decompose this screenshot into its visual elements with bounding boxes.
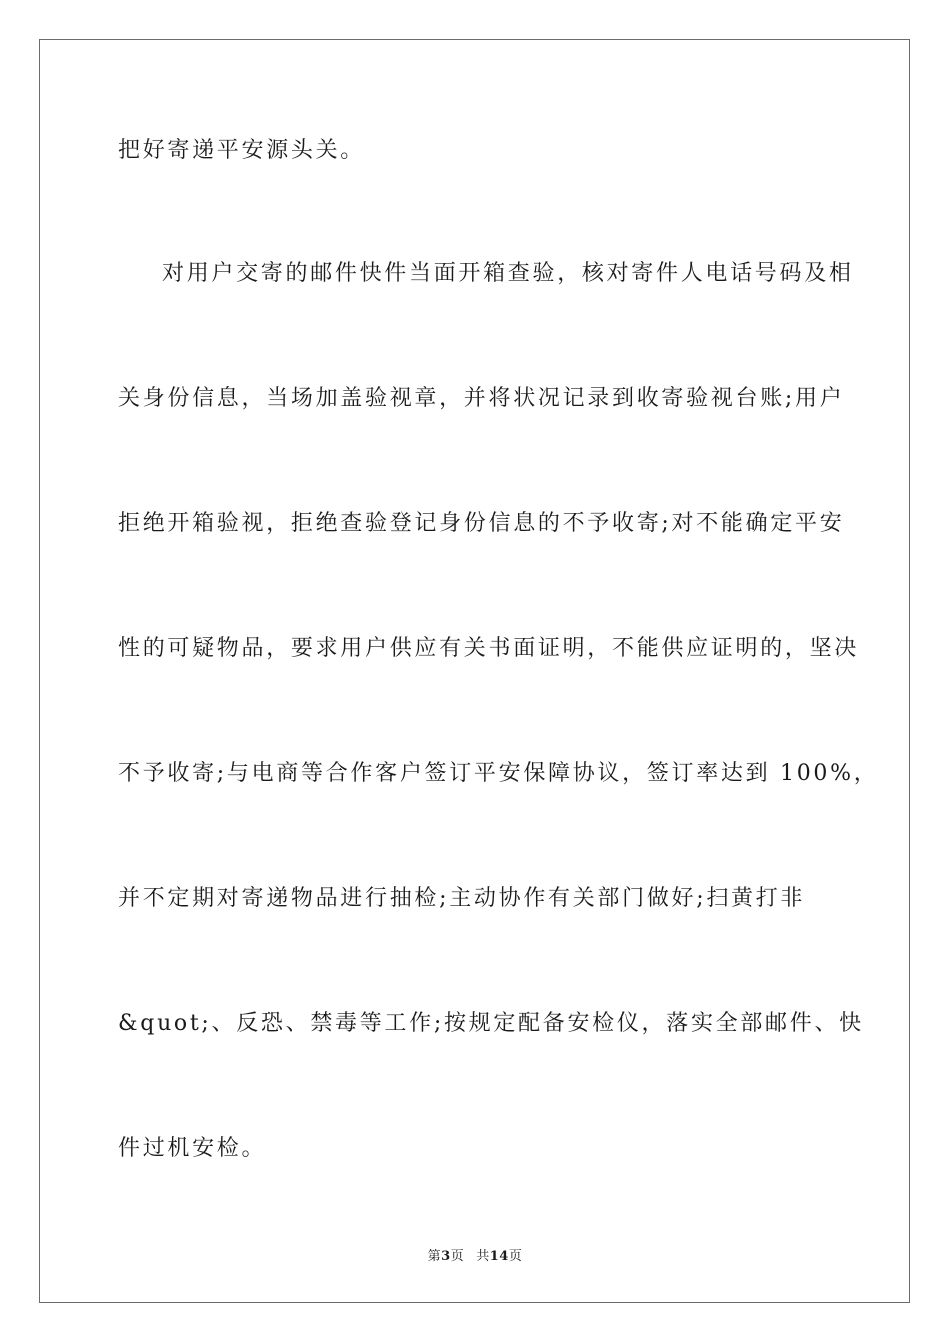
current-page-number: 3 (441, 1249, 451, 1264)
paragraph-line-3: 关身份信息，当场加盖验视章，并将状况记录到收寄验视台账;用户 (118, 386, 845, 411)
paragraph-line-5: 性的可疑物品，要求用户供应有关书面证明，不能供应证明的，坚决 (118, 636, 860, 661)
paragraph-line-1: 把好寄递平安源头关。 (118, 138, 366, 163)
page-suffix: 页 (450, 1249, 465, 1264)
page-prefix: 第 (427, 1249, 442, 1264)
total-suffix: 页 (508, 1249, 523, 1264)
paragraph-line-7: 并不定期对寄递物品进行抽检;主动协作有关部门做好;扫黄打非 (118, 886, 806, 911)
total-page-number: 14 (489, 1249, 509, 1264)
total-prefix: 共 (476, 1249, 490, 1264)
paragraph-line-6: 不予收寄;与电商等合作客户签订平安保障协议，签订率达到 100%， (118, 761, 879, 786)
page-border (39, 39, 910, 1303)
paragraph-line-2: 对用户交寄的邮件快件当面开箱查验，核对寄件人电话号码及相 (162, 261, 854, 286)
paragraph-line-4: 拒绝开箱验视，拒绝查验登记身份信息的不予收寄;对不能确定平安 (118, 511, 845, 536)
paragraph-line-8: &quot;、反恐、禁毒等工作;按规定配备安检仪，落实全部邮件、快 (118, 1011, 864, 1036)
paragraph-line-9: 件过机安检。 (118, 1136, 267, 1161)
page-footer (0, 1248, 950, 1266)
